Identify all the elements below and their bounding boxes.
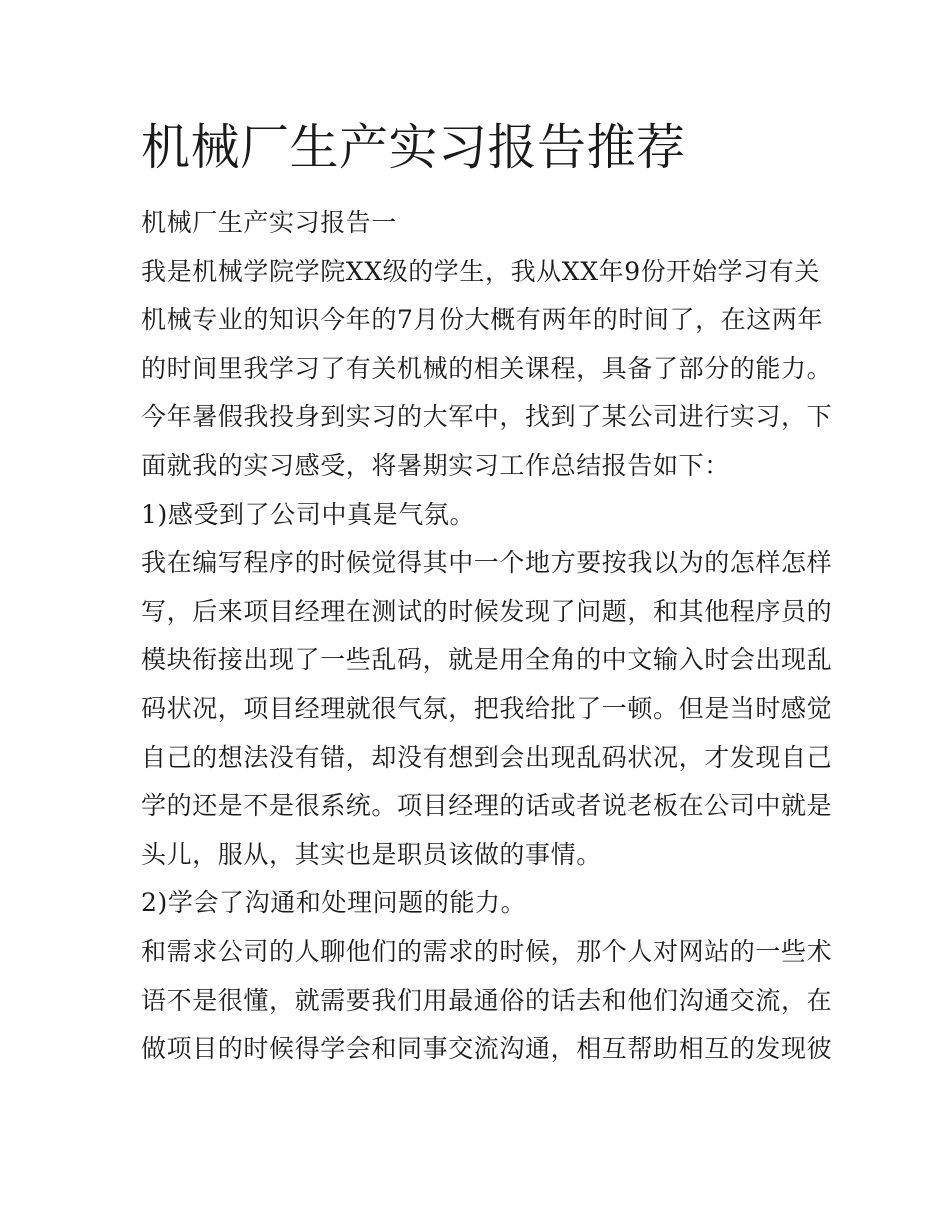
paragraph-line: 面就我的实习感受，将暑期实习工作总结报告如下：: [141, 450, 730, 480]
paragraph-line: 和需求公司的人聊他们的需求的时候，那个人对网站的一些术: [141, 936, 833, 966]
paragraph-line: 的时间里我学习了有关机械的相关课程，具备了部分的能力。: [141, 353, 833, 383]
section-heading: 机械厂生产实习报告一: [141, 208, 398, 237]
paragraph-line: 今年暑假我投身到实习的大军中，找到了某公司进行实习，下: [141, 402, 833, 432]
paragraph-line: 语不是很懂，就需要我们用最通俗的话去和他们沟通交流，在: [141, 985, 833, 1015]
paragraph-line: 我是机械学院学院XX级的学生，我从XX年9份开始学习有关: [141, 256, 820, 286]
paragraph-line: 码状况，项目经理就很气氛，把我给批了一顿。但是当时感觉: [141, 693, 833, 723]
paragraph-line: 我在编写程序的时候觉得其中一个地方要按我以为的怎样怎样: [141, 548, 833, 578]
list-item-heading: 1)感受到了公司中真是气氛。: [141, 499, 476, 529]
document-body: [141, 203, 833, 1078]
paragraph-line: 做项目的时候得学会和同事交流沟通，相互帮助相互的发现彼: [141, 1034, 833, 1064]
paragraph-line: 自己的想法没有错，却没有想到会出现乱码状况，才发现自己: [141, 742, 833, 772]
paragraph-line: 学的还是不是很系统。项目经理的话或者说老板在公司中就是: [141, 791, 833, 821]
document-title: 机械厂生产实习报告推荐: [141, 119, 686, 176]
paragraph-line: 头儿，服从，其实也是职员该做的事情。: [141, 839, 602, 869]
paragraph-line: 模块衔接出现了一些乱码，就是用全角的中文输入时会出现乱: [141, 645, 833, 675]
list-item-heading: 2)学会了沟通和处理问题的能力。: [141, 888, 527, 918]
paragraph-line: 机械专业的知识今年的7月份大概有两年的时间了，在这两年: [141, 305, 824, 335]
paragraph-line: 写，后来项目经理在测试的时候发现了问题，和其他程序员的: [141, 596, 833, 626]
